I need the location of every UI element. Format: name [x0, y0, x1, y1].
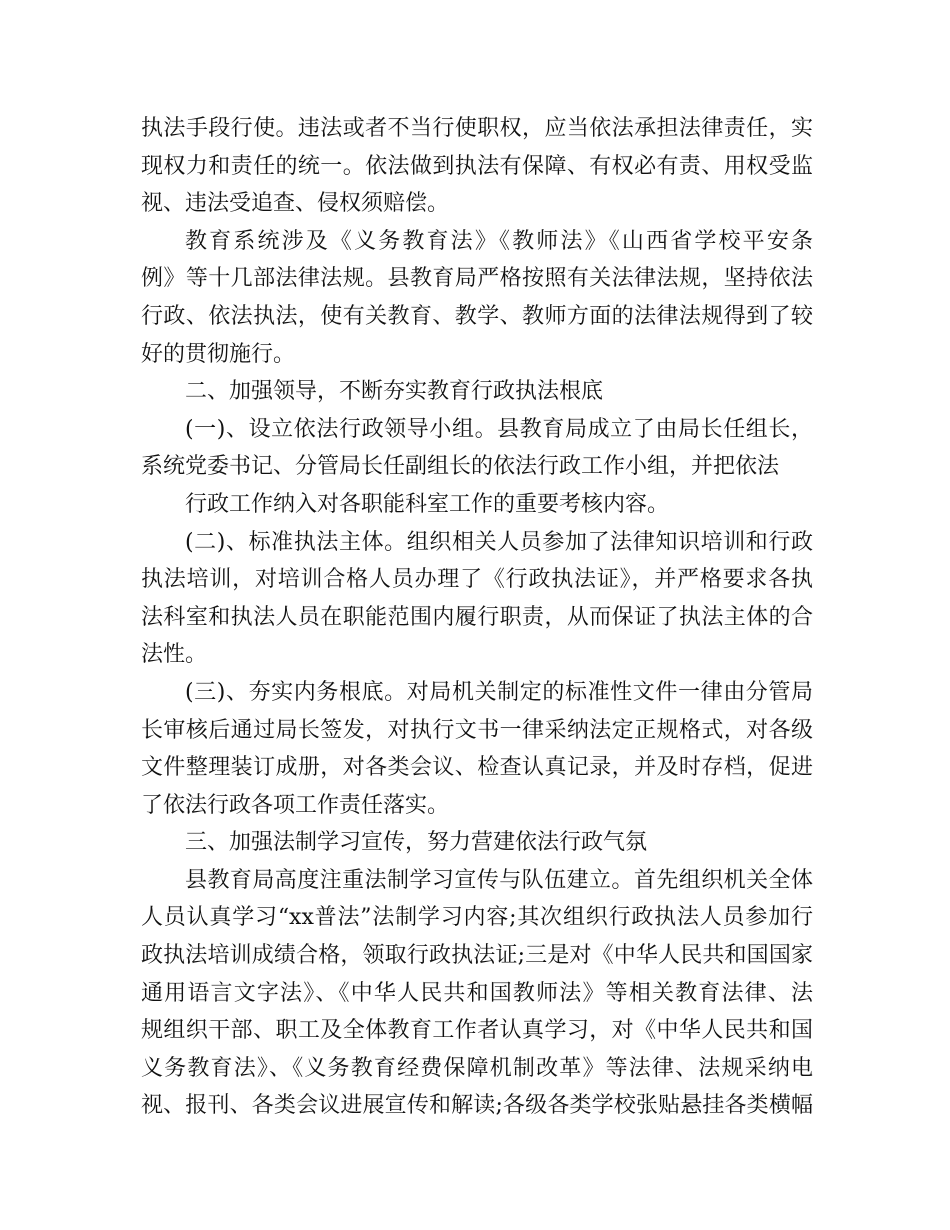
text-line: 执法培训，对培训合格人员办理了《行政执法证》，并严格要求各执 [141, 567, 813, 593]
text-line: 通用语言文字法》、《中华人民共和国教师法》等相关教育法律、法 [141, 980, 813, 1006]
text-line: 了依法行政各项工作责任落实。 [141, 792, 450, 818]
text-line: 二、加强领导，不断夯实教育行政执法根底 [185, 379, 604, 405]
document-page [141, 110, 813, 1125]
text-line: 视、违法受追查、侵权须赔偿。 [141, 191, 450, 217]
text-line: 规组织干部、职工及全体教育工作者认真学习，对《中华人民共和国 [141, 1018, 813, 1044]
text-line: (一)、设立依法行政领导小组。县教育局成立了由局长任组长， [185, 416, 813, 442]
text-line: 政执法培训成绩合格，领取行政执法证;三是对《中华人民共和国国家 [141, 943, 813, 969]
text-line: (二)、标准执法主体。组织相关人员参加了法律知识培训和行政 [185, 529, 813, 555]
text-line: 人员认真学习“xx普法”法制学习内容;其次组织行政执法人员参加行 [141, 905, 813, 931]
text-line: 文件整理装订成册，对各类会议、检查认真记录，并及时存档，促进 [141, 755, 813, 781]
text-line: 好的贯彻施行。 [141, 341, 296, 367]
text-line: 行政、依法执法，使有关教育、教学、教师方面的法律法规得到了较 [141, 303, 813, 329]
text-line: 执法手段行使。违法或者不当行使职权，应当依法承担法律责任，实 [141, 116, 813, 141]
text-line: 系统党委书记、分管局长任副组长的依法行政工作小组，并把依法 [141, 454, 780, 480]
text-line: 义务教育法》、《义务教育经费保障机制改革》等法律、法规采纳电 [141, 1055, 813, 1081]
text-line: 例》等十几部法律法规。县教育局严格按照有关法律法规，坚持依法 [141, 266, 813, 292]
text-line: 现权力和责任的统一。依法做到执法有保障、有权必有责、用权受监 [141, 153, 813, 179]
text-line: 行政工作纳入对各职能科室工作的重要考核内容。 [185, 491, 670, 517]
text-line: 三、加强法制学习宣传，努力营建依法行政气氛 [185, 830, 648, 856]
text-line: 法性。 [141, 642, 208, 668]
text-line: 县教育局高度注重法制学习宣传与队伍建立。首先组织机关全体 [185, 867, 813, 893]
text-line: 教育系统涉及《义务教育法》《教师法》《山西省学校平安条 [185, 228, 813, 254]
text-line: (三)、夯实内务根底。对局机关制定的标准性文件一律由分管局 [185, 679, 813, 705]
text-line: 法科室和执法人员在职能范围内履行职责，从而保证了执法主体的合 [141, 604, 813, 630]
text-line: 长审核后通过局长签发，对执行文书一律采纳法定正规格式，对各级 [141, 717, 813, 743]
text-line: 视、报刊、各类会议进展宣传和解读;各级各类学校张贴悬挂各类横幅 [141, 1093, 813, 1119]
